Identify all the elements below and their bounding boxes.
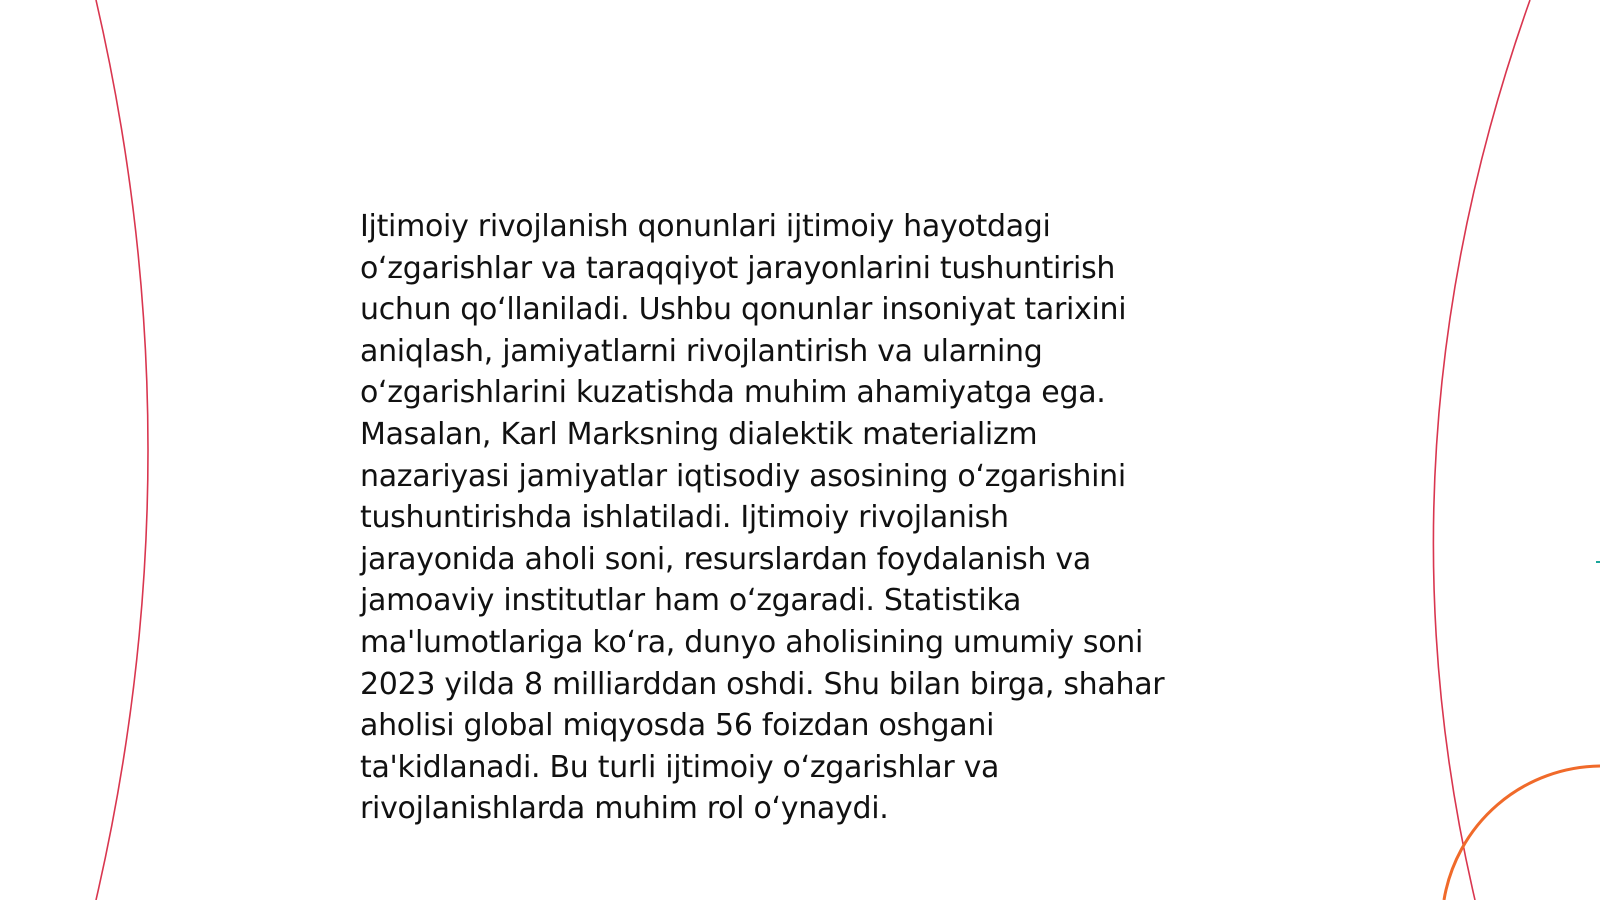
orange-arc <box>1444 766 1600 900</box>
right-curve <box>1433 0 1530 900</box>
left-curve <box>96 0 148 900</box>
body-paragraph: Ijtimoiy rivojlanish qonunlari ijtimoiy hayotdagi o‘zgarishlar va taraqqiyot jarayonlarini tushuntirish uchun qo‘llaniladi. Ushbu qonunlar insoniyat tarixini aniqlash, jamiyatlarni rivojlantirish va ularning o‘zgarishlarini kuzatishda muhim ahamiyatga ega. Masalan, Karl Marksning dialektik materializm nazariyasi jamiyatlar iqtisodiy asosining o‘zgarishini tushuntirishda ishlatiladi. Ijtimoiy rivojlanish jarayonida aholi soni, resurslardan foydalanish va jamoaviy institutlar ham o‘zgaradi. Statistika ma'lumotlariga ko‘ra, dunyo aholisining umumiy soni 2023 yilda 8 milliarddan oshdi. Shu bilan birga, shahar aholisi global miqyosda 56 foizdan oshgani ta'kidlanadi. Bu turli ijtimoiy o‘zgarishlar va rivojlanishlarda muhim rol o‘ynaydi. <box>360 209 1165 827</box>
